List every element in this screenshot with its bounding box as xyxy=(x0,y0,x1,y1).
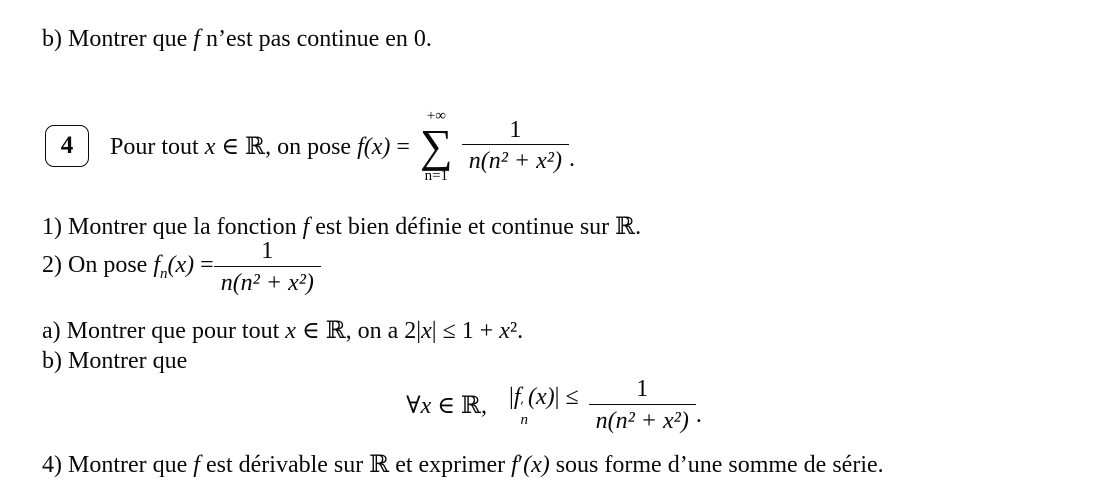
in-symbol: ∈ xyxy=(431,393,462,420)
sum-upper-limit: +∞ xyxy=(426,108,446,124)
q2-statement xyxy=(42,252,214,283)
sum-lower-limit: n=1 xyxy=(424,167,449,184)
sigma-icon: ∑ xyxy=(419,120,453,172)
fraction-numerator: 1 xyxy=(509,116,522,143)
line-q4 xyxy=(42,450,884,479)
fraction-numerator: 1 xyxy=(261,238,274,264)
text-run: est dérivable sur xyxy=(199,452,370,478)
fraction-denominator: n(n² + x²) xyxy=(462,144,569,176)
abs-bar: | xyxy=(554,383,560,410)
text-run: , on a 2| xyxy=(345,318,422,344)
fraction xyxy=(462,117,569,177)
fraction xyxy=(589,376,696,436)
math-var-x: x xyxy=(285,318,296,344)
text-run: b) Montrer que xyxy=(42,348,188,374)
equals-sign: = xyxy=(390,133,410,160)
text-run: 1) Montrer que la fonction xyxy=(42,214,303,240)
subscript-n: n xyxy=(160,266,168,283)
line-qa xyxy=(42,316,523,345)
exercise-statement xyxy=(110,132,410,161)
math-args: (x) xyxy=(523,452,550,478)
text-run: 4) Montrer que xyxy=(42,452,194,478)
end-period: . xyxy=(695,401,702,428)
math-var-f: f xyxy=(193,26,200,52)
superscript-2: ² xyxy=(509,318,518,344)
reals-symbol: ℝ xyxy=(615,214,636,240)
math-var-x: x xyxy=(499,318,510,344)
line-q2 xyxy=(42,238,321,298)
prime-symbol: ′ xyxy=(517,452,524,478)
math-var-f: f xyxy=(513,383,521,410)
line-q1 xyxy=(42,212,641,241)
lhs-clause xyxy=(509,384,579,428)
equals-sign: = xyxy=(194,252,214,279)
comma: , xyxy=(481,393,487,420)
line-b-intro xyxy=(42,26,432,53)
reals-symbol: ℝ xyxy=(325,318,346,344)
fraction-numerator: 1 xyxy=(636,376,649,402)
in-symbol: ∈ xyxy=(295,318,326,344)
abs-bar: | xyxy=(509,383,514,410)
math-var-x: x xyxy=(204,133,216,160)
reals-symbol: ℝ xyxy=(369,452,390,478)
math-var-f: f xyxy=(193,452,200,478)
math-var-f: f xyxy=(511,452,518,478)
in-symbol: ∈ xyxy=(215,133,246,160)
subscript-n: n xyxy=(520,412,528,429)
reals-symbol: ℝ xyxy=(245,133,266,160)
end-period: . xyxy=(568,145,575,172)
end-period: . xyxy=(517,318,524,344)
text-run: | ≤ 1 + xyxy=(431,318,500,344)
summation-symbol xyxy=(420,108,453,185)
text-run: et exprimer xyxy=(389,452,512,478)
text-run: b) Montrer que xyxy=(42,26,194,52)
math-args: (x) xyxy=(167,252,195,279)
leq-symbol: ≤ xyxy=(559,383,579,410)
end-period: . xyxy=(635,214,642,240)
fraction-denominator: n(n² + x²) xyxy=(214,266,321,298)
text-run: sous forme d’une somme de série. xyxy=(549,452,884,478)
prime-subscript-stack xyxy=(520,398,528,429)
text-run: a) Montrer que pour tout xyxy=(42,318,286,344)
prime-symbol: ′ xyxy=(520,398,524,415)
math-var-f: f xyxy=(302,214,310,240)
exercise-4-header xyxy=(45,108,575,185)
math-var-x: x xyxy=(421,318,432,344)
line-qb xyxy=(42,348,187,375)
forall-symbol: ∀ xyxy=(406,393,421,420)
forall-clause xyxy=(406,391,487,420)
text-run: , on pose xyxy=(265,133,358,160)
text-run: est bien définie et continue sur xyxy=(309,214,616,240)
math-var-x: x xyxy=(420,393,432,420)
fraction xyxy=(214,238,321,298)
math-args: (x) xyxy=(527,383,555,410)
text-run: 2) On pose xyxy=(42,252,154,279)
text-run: Pour tout xyxy=(110,133,205,160)
text-run: n’est pas continue en 0. xyxy=(199,26,432,52)
reals-symbol: ℝ xyxy=(461,393,481,420)
math-f-of-x: f(x) xyxy=(357,133,391,160)
fraction-denominator: n(n² + x²) xyxy=(589,404,696,436)
math-var-f: f xyxy=(153,252,160,279)
exercise-number-box: 4 xyxy=(45,125,89,167)
display-formula xyxy=(0,376,1108,436)
